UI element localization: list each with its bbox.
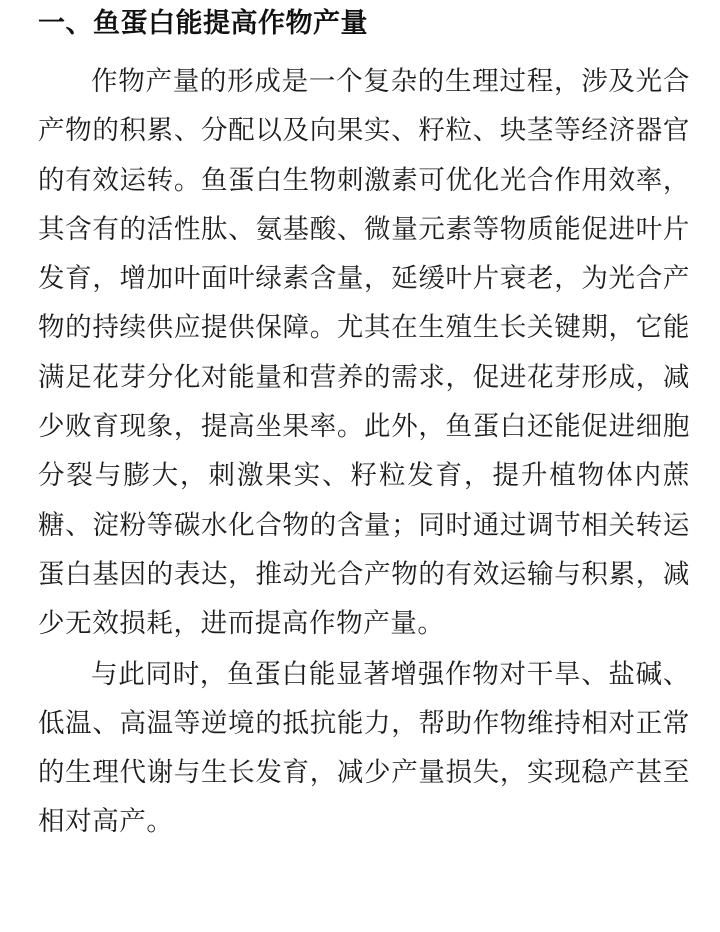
body-paragraph-1: 作物产量的形成是一个复杂的生理过程，涉及光合产物的积累、分配以及向果实、籽粒、块茎等经济器官的有效运转。鱼蛋白生物刺激素可优化光合作用效率，其含有的活性肽、氨基酸、微量元素等物质能促进叶片发育，增加叶面叶绿素含量，延缓叶片衰老，为光合产物的持续供应提供保障。尤其在生殖生长关键期，它能满足花芽分化对能量和营养的需求，促进花芽形成，减少败育现象，提高坐果率。此外，鱼蛋白还能促进细胞分裂与膨大，刺激果实、籽粒发育，提升植物体内蔗糖、淀粉等碳水化合物的含量；同时通过调节相关转运蛋白基因的表达，推动光合产物的有效运输与积累，减少无效损耗，进而提高作物产量。 xyxy=(38,66,690,640)
body-paragraph-2: 与此同时，鱼蛋白能显著增强作物对干旱、盐碱、低温、高温等逆境的抵抗能力，帮助作物维持相对正常的生理代谢与生长发育，减少产量损失，实现稳产甚至相对高产。 xyxy=(38,658,690,838)
section-heading: 一、鱼蛋白能提高作物产量 xyxy=(38,8,368,39)
